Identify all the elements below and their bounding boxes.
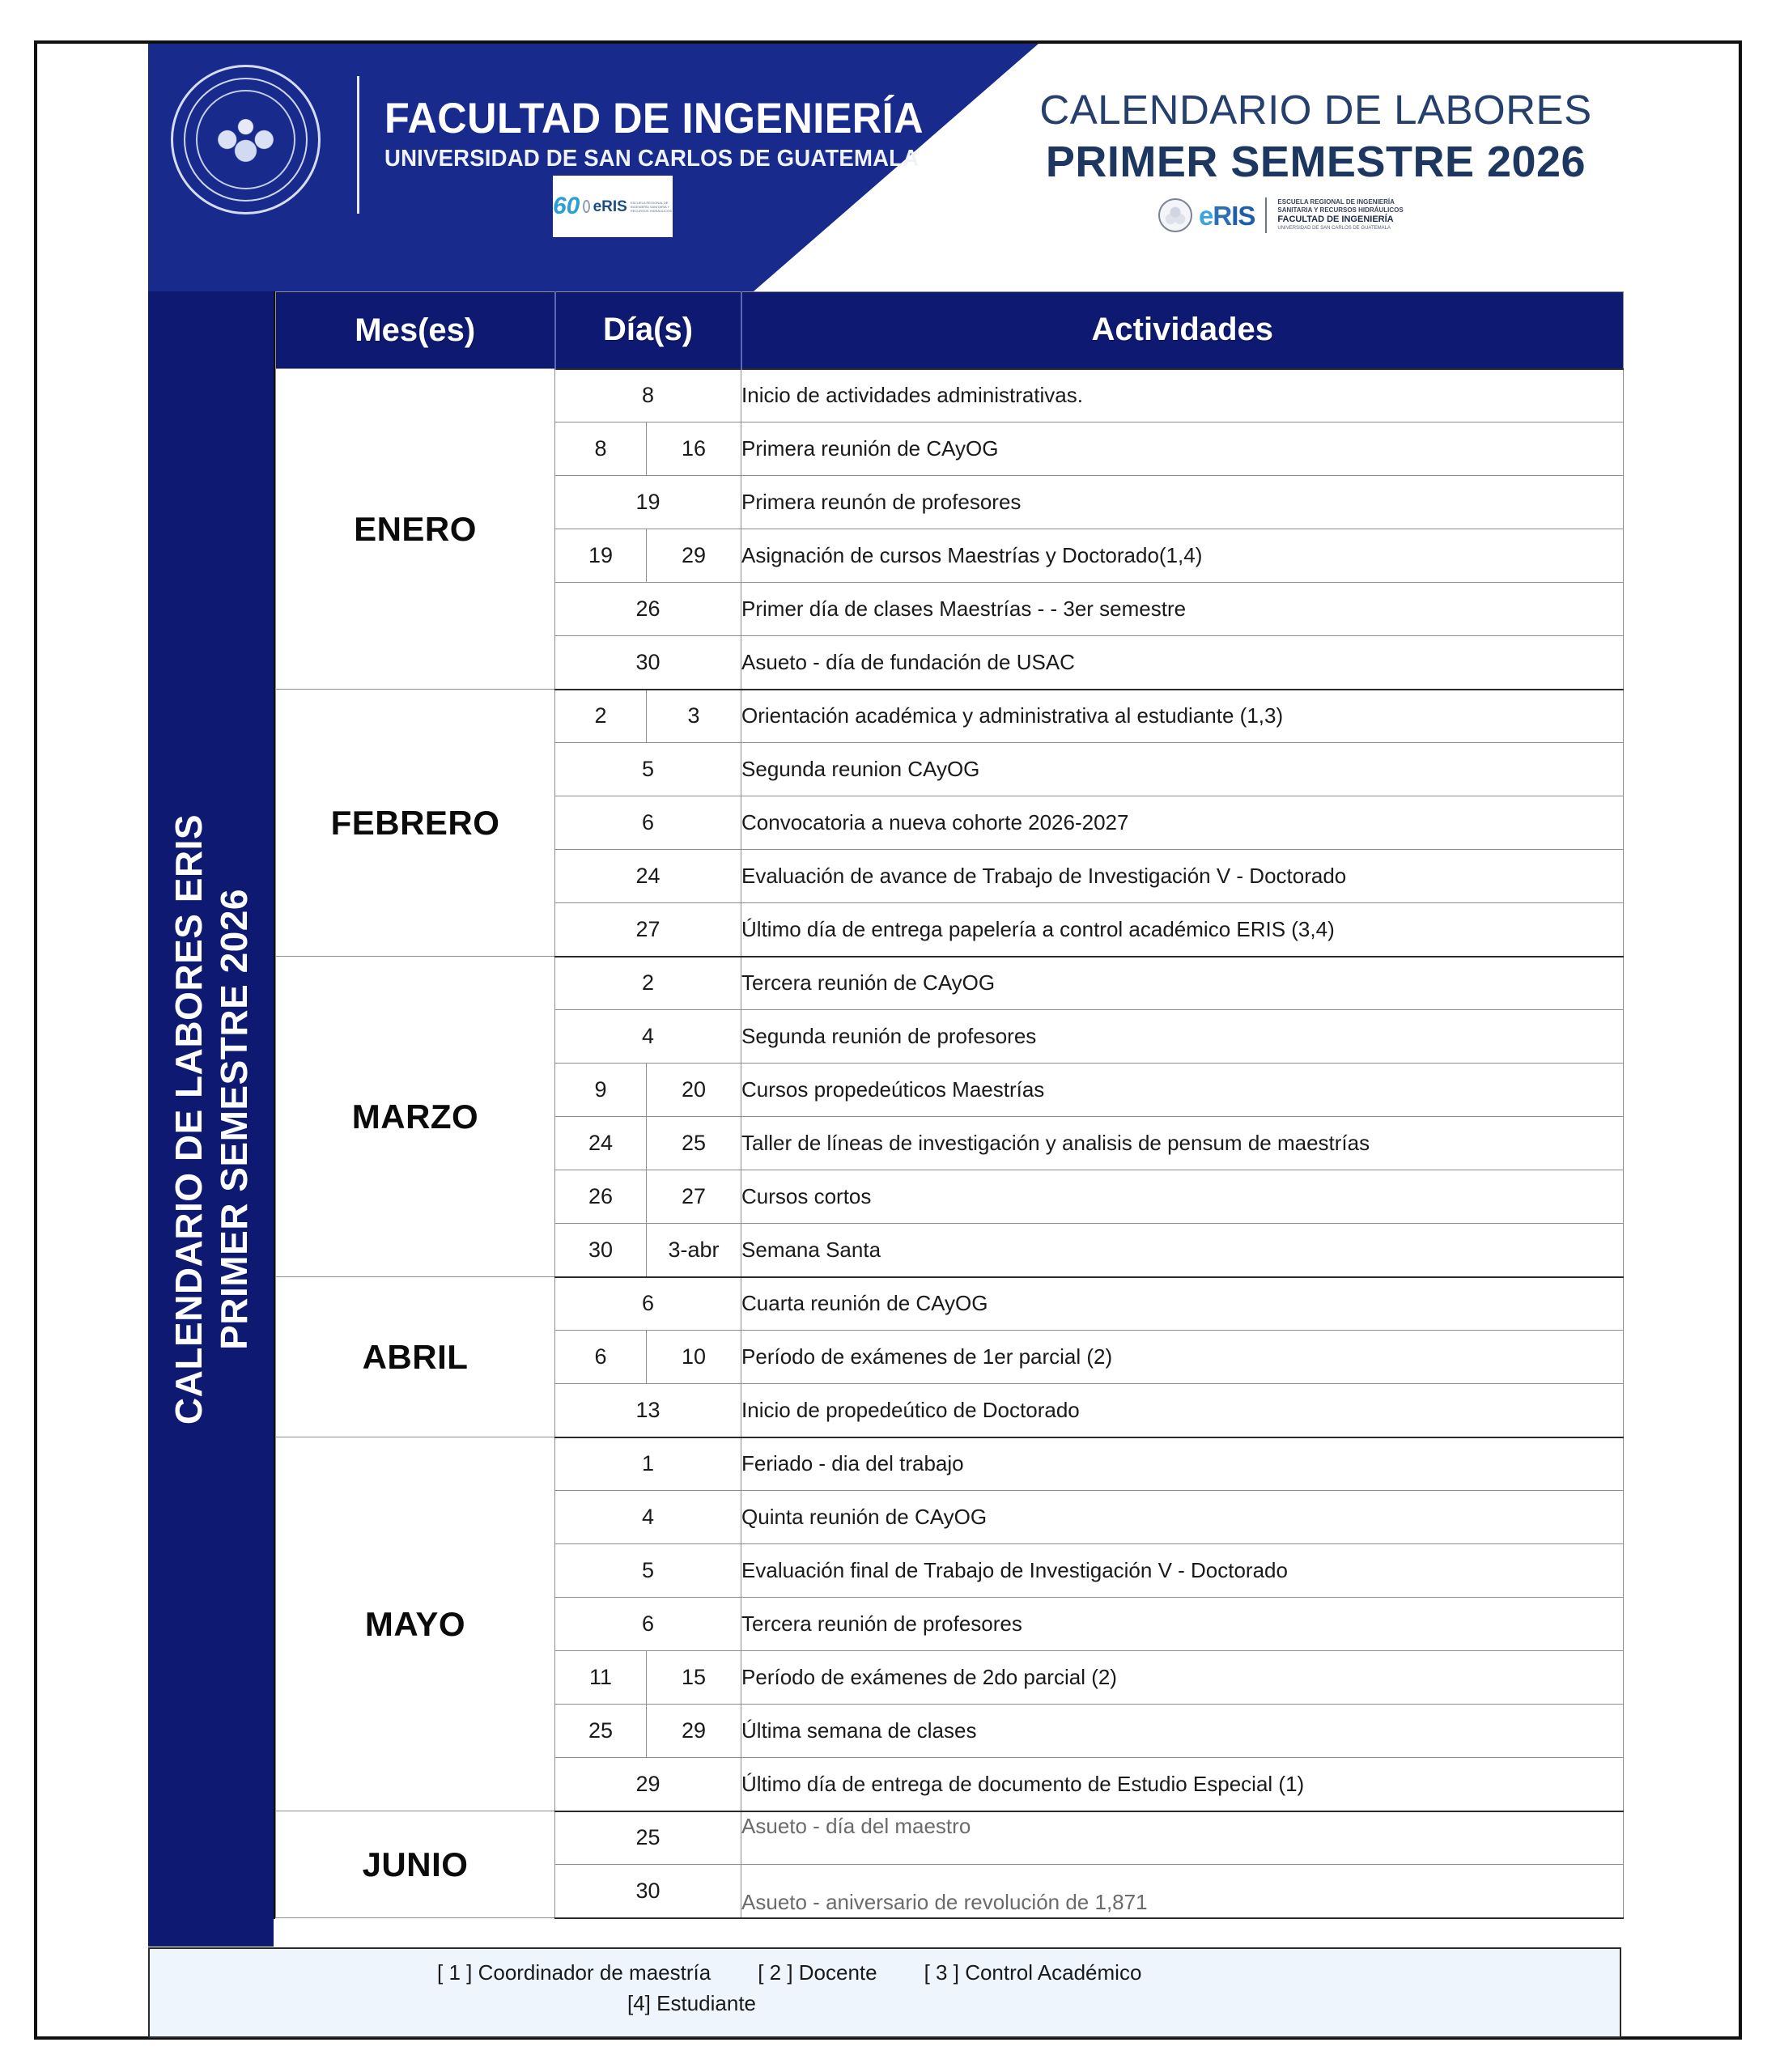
day-start-cell: 26 [555, 1170, 647, 1224]
activity-cell: Primera reunón de profesores [741, 476, 1624, 529]
legend-item-2: [ 2 ] Docente [758, 1960, 877, 1985]
table-row [276, 369, 1624, 422]
table-head [276, 292, 1624, 369]
usac-seal-icon [171, 65, 321, 214]
day-end-cell: 25 [647, 1117, 741, 1170]
day-cell: 4 [555, 1010, 741, 1064]
day-end-cell: 16 [647, 422, 741, 476]
document-header [148, 44, 1739, 291]
month-name-cell: FEBRERO [276, 690, 555, 957]
activity-cell: Asueto - día de fundación de USAC [741, 636, 1624, 690]
anniversary-seal-icon [583, 200, 589, 213]
day-start-cell: 2 [555, 690, 647, 743]
table-row [276, 1277, 1624, 1331]
column-header-month: Mes(es) [276, 292, 555, 369]
faculty-title: FACULTAD DE INGENIERÍA [384, 95, 924, 142]
day-start-cell: 6 [555, 1331, 647, 1384]
day-cell: 2 [555, 957, 741, 1010]
day-cell: 27 [555, 903, 741, 957]
activity-cell: Inicio de actividades administrativas. [741, 369, 1624, 422]
day-end-cell: 27 [647, 1170, 741, 1224]
day-start-cell: 25 [555, 1705, 647, 1758]
table-row [276, 690, 1624, 743]
day-start-cell: 24 [555, 1117, 647, 1170]
eris-logo-line3: FACULTAD DE INGENIERÍA [1277, 214, 1394, 225]
activity-cell: Primer día de clases Maestrías - - 3er semestre [741, 583, 1624, 636]
day-cell: 6 [555, 1277, 741, 1331]
month-name-cell: JUNIO [276, 1811, 555, 1918]
activity-cell: Período de exámenes de 2do parcial (2) [741, 1651, 1624, 1705]
eris-logo-line1: ESCUELA REGIONAL DE INGENIERÍA [1277, 198, 1395, 206]
day-end-cell: 10 [647, 1331, 741, 1384]
eris-logo [1158, 197, 1404, 233]
day-cell: 29 [555, 1758, 741, 1811]
calendar-table-wrap [274, 291, 1621, 1919]
activity-cell: Evaluación de avance de Trabajo de Investigación V - Doctorado [741, 850, 1624, 903]
day-cell: 26 [555, 583, 741, 636]
day-cell: 25 [555, 1811, 741, 1865]
activity-cell: Tercera reunión de CAyOG [741, 957, 1624, 1010]
day-cell: 30 [555, 636, 741, 690]
activity-cell: Cuarta reunión de CAyOG [741, 1277, 1624, 1331]
anniversary-number: 60 [553, 193, 580, 219]
eris-seal-icon [1158, 198, 1192, 232]
calendar-title-line1: CALENDARIO DE LABORES [1039, 87, 1592, 133]
activity-cell: Taller de líneas de investigación y analisis de pensum de maestrías [741, 1117, 1624, 1170]
activity-cell: Asueto - aniversario de revolución de 1,871 [741, 1865, 1624, 1918]
day-start-cell: 9 [555, 1064, 647, 1117]
month-name-cell: ABRIL [276, 1277, 555, 1437]
activity-cell: Evaluación final de Trabajo de Investigación V - Doctorado [741, 1544, 1624, 1598]
activity-cell: Segunda reunion CAyOG [741, 743, 1624, 796]
activity-cell: Tercera reunión de profesores [741, 1598, 1624, 1651]
legend-footer [148, 1947, 1621, 2038]
month-name-cell: ENERO [276, 369, 555, 690]
month-name-cell: MAYO [276, 1437, 555, 1811]
activity-cell: Última semana de clases [741, 1705, 1624, 1758]
legend-item-1: [ 1 ] Coordinador de maestría [437, 1960, 711, 1985]
day-cell: 13 [555, 1384, 741, 1437]
day-end-cell: 29 [647, 1705, 741, 1758]
activity-cell: Segunda reunión de profesores [741, 1010, 1624, 1064]
activity-cell: Asignación de cursos Maestrías y Doctorado(1,4) [741, 529, 1624, 583]
legend-item-4: [4] Estudiante [627, 1991, 756, 2015]
day-cell: 24 [555, 850, 741, 903]
day-cell: 6 [555, 1598, 741, 1651]
day-cell: 1 [555, 1437, 741, 1491]
day-cell: 8 [555, 369, 741, 422]
day-end-cell: 3 [647, 690, 741, 743]
day-cell: 30 [555, 1865, 741, 1918]
day-start-cell: 19 [555, 529, 647, 583]
eris-logo-line2: SANITARIA Y RECURSOS HIDRÁULICOS [1277, 206, 1404, 214]
day-start-cell: 8 [555, 422, 647, 476]
activity-cell: Período de exámenes de 1er parcial (2) [741, 1331, 1624, 1384]
day-end-cell: 3-abr [647, 1224, 741, 1277]
activity-cell: Primera reunión de CAyOG [741, 422, 1624, 476]
activity-cell: Convocatoria a nueva cohorte 2026-2027 [741, 796, 1624, 850]
day-end-cell: 20 [647, 1064, 741, 1117]
activity-cell: Feriado - dia del trabajo [741, 1437, 1624, 1491]
column-header-activity: Actividades [741, 292, 1624, 369]
column-header-day: Día(s) [555, 292, 741, 369]
activity-cell: Inicio de propedeútico de Doctorado [741, 1384, 1624, 1437]
day-end-cell: 15 [647, 1651, 741, 1705]
day-cell: 19 [555, 476, 741, 529]
day-start-cell: 11 [555, 1651, 647, 1705]
day-cell: 5 [555, 743, 741, 796]
calendar-title-line2: PRIMER SEMESTRE 2026 [1045, 138, 1586, 186]
day-cell: 6 [555, 796, 741, 850]
legend-row-2 [150, 1991, 1620, 2016]
legend-item-3: [ 3 ] Control Académico [924, 1960, 1142, 1985]
activity-cell: Último día de entrega de documento de Estudio Especial (1) [741, 1758, 1624, 1811]
eris-logo-line4: UNIVERSIDAD DE SAN CARLOS DE GUATEMALA [1277, 226, 1391, 231]
activity-cell: Asueto - día del maestro [741, 1811, 1624, 1865]
day-start-cell: 30 [555, 1224, 647, 1277]
calendar-table [275, 291, 1624, 1919]
activity-cell: Cursos propedeúticos Maestrías [741, 1064, 1624, 1117]
table-row [276, 1437, 1624, 1491]
faculty-subtitle: UNIVERSIDAD DE SAN CARLOS DE GUATEMALA [384, 146, 920, 172]
month-name-cell: MARZO [276, 957, 555, 1277]
anniversary-eris-subtext: ESCUELA REGIONAL DE INGENIERÍA SANITARIA Y RECURSOS HIDRÁULICOS [630, 200, 672, 213]
table-header-row [276, 292, 1624, 369]
day-cell: 5 [555, 1544, 741, 1598]
spine-line-1: CALENDARIO DE LABORES ERIS [167, 813, 210, 1424]
anniversary-eris-word: eRIS [593, 197, 627, 215]
spine-text [165, 813, 256, 1424]
day-end-cell: 29 [647, 529, 741, 583]
activity-cell: Último día de entrega papelería a control académico ERIS (3,4) [741, 903, 1624, 957]
table-body [276, 369, 1624, 1918]
legend-row-1 [150, 1960, 1620, 1985]
activity-cell: Orientación académica y administrativa al estudiante (1,3) [741, 690, 1624, 743]
header-divider [357, 76, 359, 214]
vertical-title-spine [148, 291, 274, 1947]
anniversary-60-eris-logo [553, 176, 673, 237]
eris-logo-text-block [1277, 198, 1403, 231]
activity-cell: Cursos cortos [741, 1170, 1624, 1224]
table-row [276, 1811, 1624, 1865]
activity-cell: Semana Santa [741, 1224, 1624, 1277]
spine-line-2: PRIMER SEMESTRE 2026 [212, 888, 255, 1350]
eris-logo-divider [1265, 197, 1267, 233]
eris-wordmark: eRIS [1199, 200, 1255, 231]
day-cell: 4 [555, 1491, 741, 1544]
activity-cell: Quinta reunión de CAyOG [741, 1491, 1624, 1544]
table-row [276, 957, 1624, 1010]
